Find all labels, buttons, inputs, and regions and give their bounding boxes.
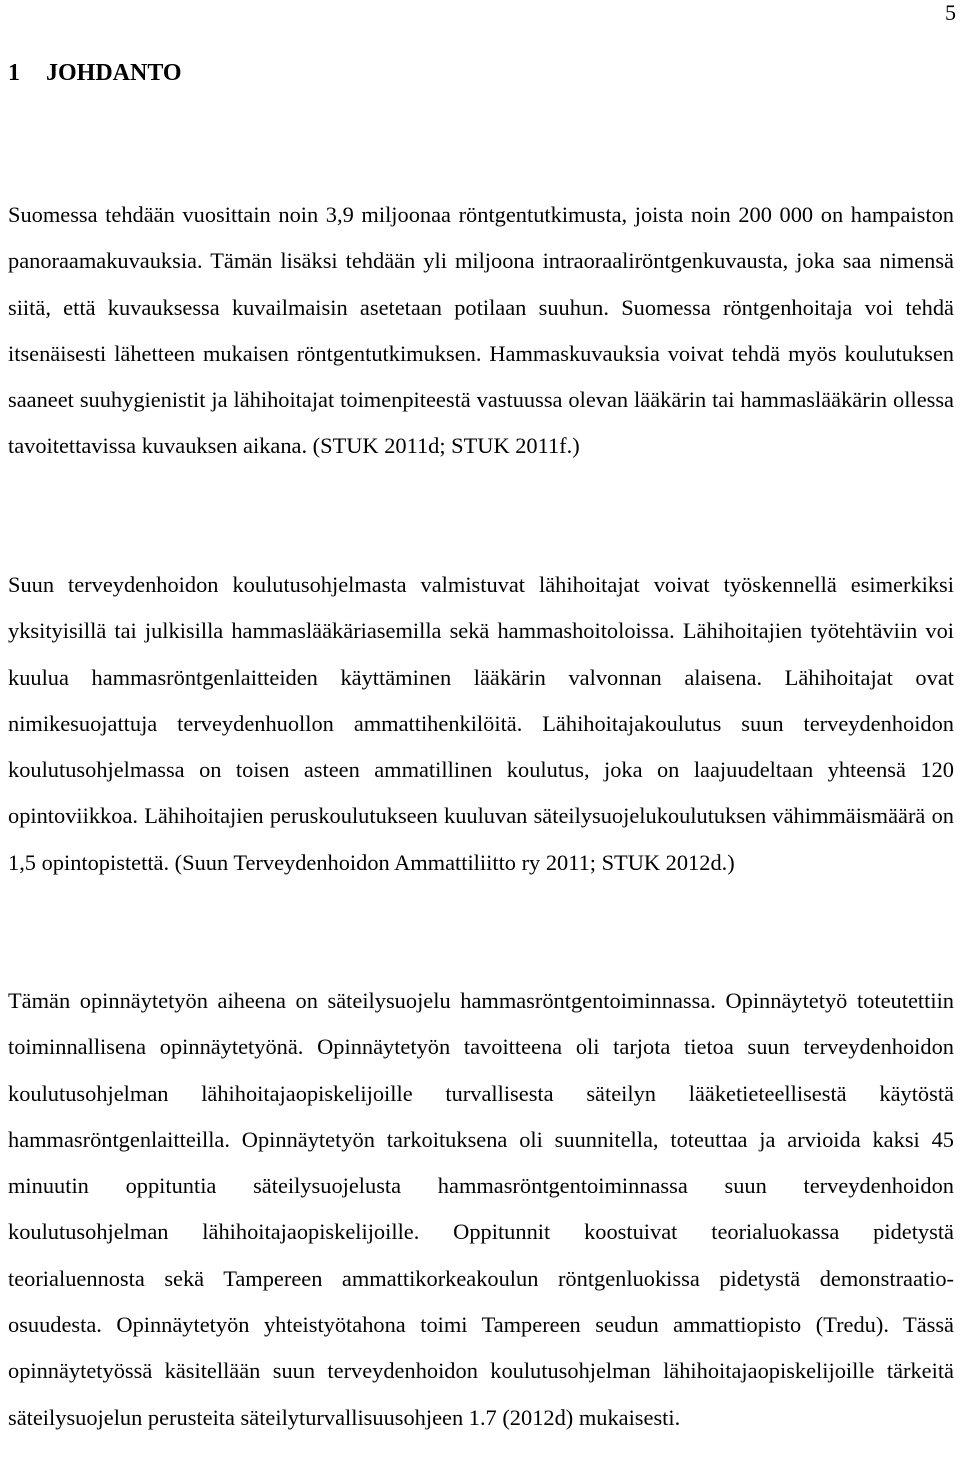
paragraph-intro: Suomessa tehdään vuosittain noin 3,9 miljoonaa röntgentutkimusta, joista noin 200 000 on hampaiston panoraamakuvauksia. Tämän lisäksi tehdään yli miljoona intraoraaliröntgenkuvausta, joka saa nimensä siitä, että kuvauksessa kuvailmaisin asetetaan potilaan suuhun. Suomessa röntgenhoitaja voi tehdä itsenäisesti lähetteen mukaisen röntgentutkimuksen. Hammaskuvauksia voivat tehdä myös koulutuksen saaneet suuhygienistit ja lähihoitajat toimenpiteestä vastuussa olevan lääkärin tai hammaslääkärin ollessa tavoitettavissa kuvauksen aikana. (STUK 2011d; STUK 2011f.) xyxy=(8,202,954,459)
chapter-number: 1 xyxy=(8,60,20,86)
paragraph-lahihoitajat: Suun terveydenhoidon koulutusohjelmasta valmistuvat lähihoitajat voivat työskennellä esimerkiksi yksityisillä tai julkisilla hammaslääkäriasemilla sekä hammashoitoloissa. Lähihoitajien työtehtäviin voi kuulua hammasröntgenlaitteiden käyttäminen lääkärin valvonnan alaisena. Lähihoitajat ovat nimikesuojattuja terveydenhuollon ammattihenkilöitä. Lähihoitajakoulutus suun terveydenhoidon koulutusohjelmassa on toisen asteen ammatillinen koulutus, joka on laajuudeltaan yhteensä 120 opintoviikkoa. Lähihoitajien peruskoulutukseen kuuluvan säteilysuojelukoulutuksen vähimmäismäärä on 1,5 opintopistettä. (Suun Terveydenhoidon Ammattiliitto ry 2011; STUK 2012d.) xyxy=(8,572,954,875)
page-number: 5 xyxy=(945,0,956,25)
chapter-heading xyxy=(8,58,182,88)
chapter-title: JOHDANTO xyxy=(46,60,182,86)
paragraph-opinnaytetyo: Tämän opinnäytetyön aiheena on säteilysuojelu hammasröntgentoiminnassa. Opinnäytetyö toteutettiin toiminnallisena opinnäytetyönä. Opinnäytetyön tavoitteena oli tarjota tietoa suun terveydenhoidon koulutusohjelman lähihoitajaopiskelijoille turvallisesta säteilyn lääketieteellisestä käytöstä hammasröntgenlaitteilla. Opinnäytetyön tarkoituksena oli suunnitella, toteuttaa ja arvioida kaksi 45 minuutin oppituntia säteilysuojelusta hammasröntgentoiminnassa suun terveydenhoidon koulutusohjelman lähihoitajaopiskelijoille. Oppitunnit koostuivat teorialuokassa pidetystä teorialuennosta sekä Tampereen ammattikorkeakoulun röntgenluokissa pidetystä demonstraatio-osuudesta. Opinnäytetyön yhteistyötahona toimi Tampereen seudun ammattiopisto (Tredu). Tässä opinnäytetyössä käsitellään suun terveydenhoidon koulutusohjelman lähihoitajaopiskelijoille tärkeitä säteilysuojelun perusteita säteilyturvallisuusohjeen 1.7 (2012d) mukaisesti. xyxy=(8,988,954,1430)
